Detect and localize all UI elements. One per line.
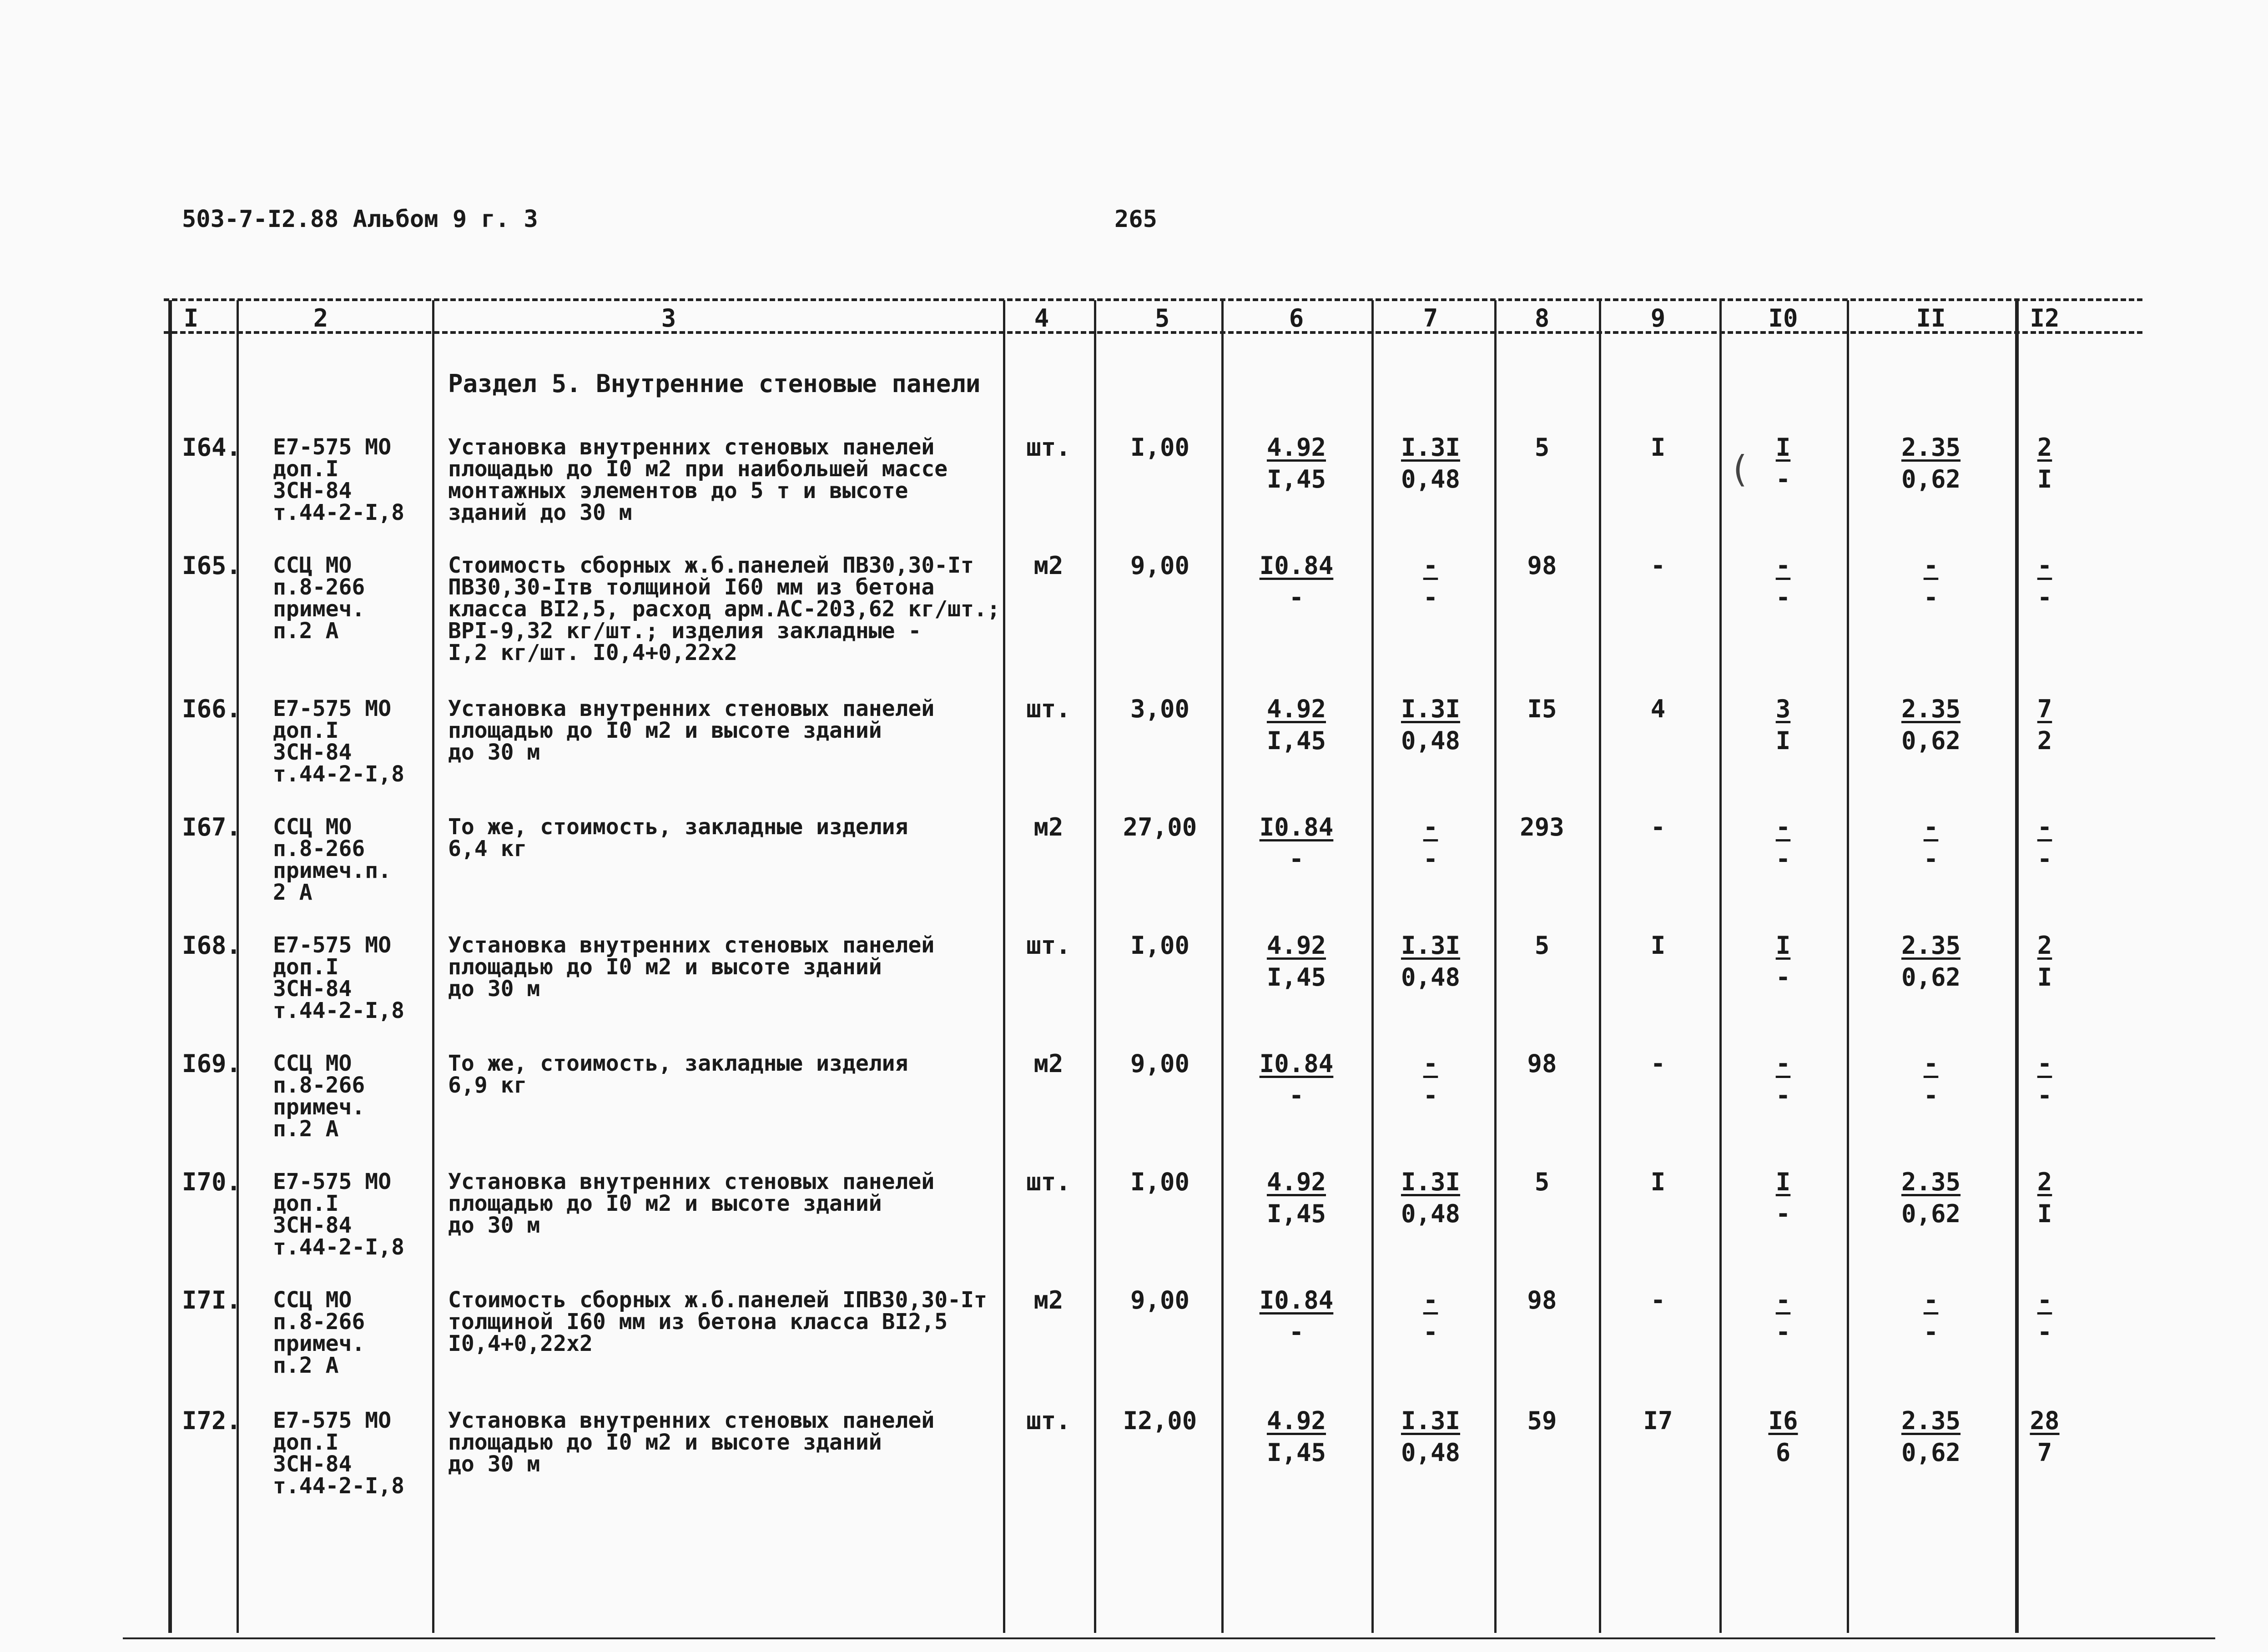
row-col7-top: -	[1423, 551, 1438, 580]
row-col8: 5	[1534, 433, 1550, 462]
row-col11	[1881, 693, 1981, 757]
row-col11-top: 2.35	[1901, 695, 1961, 723]
row-col10	[1733, 550, 1833, 614]
row-col12-bottom: 7	[2037, 1438, 2052, 1467]
row-col7-top: I.3I	[1401, 1406, 1461, 1435]
row-col7-bottom: 0,48	[1401, 726, 1461, 755]
row-col6	[1246, 1405, 1346, 1469]
row-quantity: I2,00	[1123, 1406, 1197, 1435]
row-col6-top: 4.92	[1266, 695, 1326, 723]
row-col6-bottom: I,45	[1266, 963, 1326, 992]
row-col12	[1995, 930, 2095, 993]
row-col6-bottom: I,45	[1266, 1199, 1326, 1228]
row-code: Е7-575 МО доп.I ЗСН-84 т.44-2-I,8	[273, 1169, 404, 1260]
column-header-3: 3	[661, 304, 676, 332]
column-header-4: 4	[1034, 304, 1049, 332]
row-quantity: I,00	[1130, 931, 1190, 960]
row-col11-bottom: 0,62	[1901, 1438, 1961, 1467]
row-col6	[1246, 693, 1346, 757]
row-quantity: 9,00	[1130, 551, 1190, 580]
row-col11	[1881, 432, 1981, 495]
row-col10	[1733, 693, 1833, 757]
row-col11	[1881, 1166, 1981, 1230]
row-unit: шт.	[1026, 931, 1071, 960]
row-col10-bottom: -	[1775, 583, 1791, 612]
row-col7-bottom: 0,48	[1401, 1438, 1461, 1467]
row-col11	[1881, 1048, 1981, 1112]
row-col11-top: -	[1923, 813, 1939, 841]
row-col7-bottom: -	[1423, 1081, 1438, 1110]
row-description: Установка внутренних стеновых панелей площадью до I0 м2 при наибольшей массе монтажных элементов до 5 т и высоте зданий до 30 м	[448, 434, 948, 525]
row-col12-bottom: -	[2037, 1318, 2052, 1346]
row-col12	[1995, 550, 2095, 614]
row-number: I66.	[182, 695, 242, 723]
column-divider	[432, 300, 434, 1633]
row-col10	[1733, 1284, 1833, 1348]
row-quantity: 9,00	[1130, 1049, 1190, 1078]
row-col8: 5	[1534, 931, 1550, 960]
row-col10-top: -	[1775, 1049, 1791, 1078]
row-col7-top: I.3I	[1401, 931, 1461, 960]
column-header-1: I	[183, 304, 199, 332]
row-description: Стоимость сборных ж.б.панелей IПВ30,30-Iт толщиной I60 мм из бетона класса ВI2,5 I0,4+0,22х2	[448, 1287, 987, 1356]
row-col8: 98	[1527, 551, 1557, 580]
column-divider	[1599, 300, 1601, 1633]
row-quantity: 3,00	[1130, 695, 1190, 723]
row-unit: шт.	[1026, 1168, 1071, 1196]
row-col10-bottom: 6	[1775, 1438, 1791, 1467]
section-title: Раздел 5. Внутренние стеновые панели	[448, 369, 981, 398]
row-col9: I	[1650, 433, 1666, 462]
row-col6-top: I0.84	[1259, 551, 1334, 580]
row-col6	[1246, 1048, 1346, 1112]
row-col7	[1381, 1048, 1481, 1112]
page-number: 265	[1114, 206, 1157, 233]
row-col7-bottom: 0,48	[1401, 465, 1461, 494]
row-col12	[1995, 1048, 2095, 1112]
row-code: ССЦ МО п.8-266 примеч. п.2 А	[273, 1287, 365, 1378]
row-col11	[1881, 930, 1981, 993]
row-col11-bottom: -	[1923, 845, 1939, 873]
header-top-rule	[164, 298, 2142, 301]
row-col7	[1381, 1405, 1481, 1469]
row-col10-bottom: -	[1775, 1199, 1791, 1228]
page-bottom-rule	[123, 1637, 2215, 1639]
row-col10-top: -	[1775, 813, 1791, 841]
row-col9: -	[1650, 1286, 1666, 1315]
column-header-10: I0	[1768, 304, 1798, 332]
row-col7	[1381, 1284, 1481, 1348]
row-quantity: I,00	[1130, 1168, 1190, 1196]
row-col6-top: 4.92	[1266, 1168, 1326, 1196]
row-col11-top: 2.35	[1901, 433, 1961, 462]
row-col7-bottom: -	[1423, 845, 1438, 873]
row-col7-top: -	[1423, 1286, 1438, 1315]
row-col9: -	[1650, 1049, 1666, 1078]
row-col7	[1381, 550, 1481, 614]
row-col12-bottom: 2	[2037, 726, 2052, 755]
column-divider	[1371, 300, 1374, 1633]
handwritten-mark: (	[1729, 448, 1751, 490]
row-description: Установка внутренних стеновых панелей площадью до I0 м2 и высоте зданий до 30 м	[448, 1169, 935, 1238]
row-col7	[1381, 693, 1481, 757]
row-quantity: 27,00	[1123, 813, 1197, 841]
row-code: ССЦ МО п.8-266 примеч. п.2 А	[273, 1051, 365, 1142]
row-code: ССЦ МО п.8-266 примеч.п. 2 А	[273, 814, 392, 905]
column-divider	[1719, 300, 1722, 1633]
column-header-12: I2	[2030, 304, 2060, 332]
row-col7-top: I.3I	[1401, 433, 1461, 462]
row-col9: -	[1650, 551, 1666, 580]
row-col6	[1246, 1166, 1346, 1230]
row-col7-bottom: 0,48	[1401, 1199, 1461, 1228]
row-description: Стоимость сборных ж.б.панелей ПВ30,30-Iт ПВ30,30-Iтв толщиной I60 мм из бетона класса ВI2,5, расход арм.АС-203,62 кг/шт.; ВРI-9,32 кг/шт.; изделия закладные - I,2 кг/шт. I0,4+0,22х2	[448, 553, 1000, 665]
row-unit: шт.	[1026, 695, 1071, 723]
row-number: I72.	[182, 1406, 242, 1435]
row-col11-top: 2.35	[1901, 931, 1961, 960]
row-col6-bottom: I,45	[1266, 726, 1326, 755]
row-col12-top: 2	[2037, 931, 2052, 960]
column-divider	[1003, 300, 1005, 1633]
row-col7-bottom: -	[1423, 1318, 1438, 1346]
row-col9: I	[1650, 931, 1666, 960]
row-number: I68.	[182, 931, 242, 960]
row-col10-top: I	[1775, 931, 1791, 960]
row-col11-bottom: -	[1923, 1318, 1939, 1346]
row-col12-bottom: I	[2037, 465, 2052, 494]
row-col7-bottom: 0,48	[1401, 963, 1461, 992]
row-col8: 5	[1534, 1168, 1550, 1196]
row-col6-top: I0.84	[1259, 813, 1334, 841]
row-col8: 98	[1527, 1286, 1557, 1315]
row-col9: -	[1650, 813, 1666, 841]
row-col12-bottom: -	[2037, 845, 2052, 873]
row-col7	[1381, 930, 1481, 993]
row-col11-top: -	[1923, 1286, 1939, 1315]
row-col10	[1733, 1048, 1833, 1112]
row-col9: I	[1650, 1168, 1666, 1196]
row-description: Установка внутренних стеновых панелей площадью до I0 м2 и высоте зданий до 30 м	[448, 1408, 935, 1477]
row-code: Е7-575 МО доп.I ЗСН-84 т.44-2-I,8	[273, 1408, 404, 1499]
row-col7	[1381, 811, 1481, 875]
row-col12	[1995, 1405, 2095, 1469]
row-col6-bottom: -	[1289, 583, 1304, 612]
row-col10-bottom: I	[1775, 726, 1791, 755]
row-number: I69.	[182, 1049, 242, 1078]
row-col12	[1995, 811, 2095, 875]
row-col10-bottom: -	[1775, 1318, 1791, 1346]
column-divider	[1847, 300, 1849, 1633]
row-col7	[1381, 432, 1481, 495]
row-unit: м2	[1033, 1286, 1063, 1315]
row-col11-top: -	[1923, 1049, 1939, 1078]
row-col6-top: 4.92	[1266, 931, 1326, 960]
row-number: I67.	[182, 813, 242, 841]
row-col6-bottom: -	[1289, 1318, 1304, 1346]
row-col12-top: -	[2037, 1049, 2052, 1078]
row-col12-top: 2	[2037, 1168, 2052, 1196]
row-col11-top: 2.35	[1901, 1168, 1961, 1196]
row-col12-top: 7	[2037, 695, 2052, 723]
row-col12-top: 2	[2037, 433, 2052, 462]
column-divider	[168, 300, 172, 1633]
row-col10-top: -	[1775, 551, 1791, 580]
row-col7	[1381, 1166, 1481, 1230]
row-col11-bottom: 0,62	[1901, 465, 1961, 494]
row-col11-bottom: 0,62	[1901, 726, 1961, 755]
row-col6-top: 4.92	[1266, 433, 1326, 462]
row-col11-bottom: -	[1923, 583, 1939, 612]
row-col7-top: I.3I	[1401, 1168, 1461, 1196]
row-number: I7I.	[182, 1286, 242, 1315]
row-col6-top: 4.92	[1266, 1406, 1326, 1435]
column-header-2: 2	[313, 304, 328, 332]
row-col12-top: -	[2037, 551, 2052, 580]
column-divider	[1094, 300, 1096, 1633]
row-col8: 98	[1527, 1049, 1557, 1078]
row-col12	[1995, 1166, 2095, 1230]
column-header-5: 5	[1154, 304, 1170, 332]
row-col11	[1881, 1405, 1981, 1469]
row-col12-bottom: I	[2037, 963, 2052, 992]
row-col6	[1246, 1284, 1346, 1348]
row-quantity: 9,00	[1130, 1286, 1190, 1315]
row-code: Е7-575 МО доп.I ЗСН-84 т.44-2-I,8	[273, 434, 404, 525]
row-col11-bottom: 0,62	[1901, 963, 1961, 992]
row-description: Установка внутренних стеновых панелей площадью до I0 м2 и высоте зданий до 30 м	[448, 932, 935, 1002]
row-col11-bottom: 0,62	[1901, 1199, 1961, 1228]
row-col11	[1881, 550, 1981, 614]
row-col10	[1733, 811, 1833, 875]
row-col10-top: 3	[1775, 695, 1791, 723]
row-description: То же, стоимость, закладные изделия 6,9 кг	[448, 1051, 908, 1098]
column-header-9: 9	[1650, 304, 1666, 332]
row-col12-bottom: -	[2037, 1081, 2052, 1110]
row-code: Е7-575 МО доп.I ЗСН-84 т.44-2-I,8	[273, 696, 404, 787]
row-unit: шт.	[1026, 1406, 1071, 1435]
row-col11-bottom: -	[1923, 1081, 1939, 1110]
row-unit: м2	[1033, 551, 1063, 580]
column-header-6: 6	[1289, 304, 1304, 332]
row-col6-bottom: -	[1289, 845, 1304, 873]
row-col11-top: -	[1923, 551, 1939, 580]
row-col6	[1246, 811, 1346, 875]
row-col10	[1733, 1166, 1833, 1230]
row-col9: I7	[1643, 1406, 1673, 1435]
row-col12-top: -	[2037, 813, 2052, 841]
column-header-8: 8	[1534, 304, 1550, 332]
row-code: ССЦ МО п.8-266 примеч. п.2 А	[273, 553, 365, 644]
row-col10-top: -	[1775, 1286, 1791, 1315]
row-description: То же, стоимость, закладные изделия 6,4 кг	[448, 814, 908, 861]
row-col12-bottom: -	[2037, 583, 2052, 612]
document-code: 503-7-I2.88 Альбом 9 г. 3	[182, 206, 538, 233]
row-col6-top: I0.84	[1259, 1049, 1334, 1078]
row-col10-top: I	[1775, 433, 1791, 462]
row-col7-top: -	[1423, 1049, 1438, 1078]
row-col12-top: -	[2037, 1286, 2052, 1315]
row-col12	[1995, 1284, 2095, 1348]
row-col7-top: I.3I	[1401, 695, 1461, 723]
row-col9: 4	[1650, 695, 1666, 723]
row-col6	[1246, 550, 1346, 614]
row-col8: 293	[1520, 813, 1564, 841]
row-number: I70.	[182, 1168, 242, 1196]
row-col10-top: I	[1775, 1168, 1791, 1196]
row-col6	[1246, 930, 1346, 993]
row-col10-bottom: -	[1775, 465, 1791, 494]
row-col10	[1733, 1405, 1833, 1469]
row-unit: шт.	[1026, 433, 1071, 462]
row-col6-bottom: I,45	[1266, 1438, 1326, 1467]
row-col6-bottom: I,45	[1266, 465, 1326, 494]
row-col11-top: 2.35	[1901, 1406, 1961, 1435]
row-col12	[1995, 693, 2095, 757]
row-col10-top: I6	[1768, 1406, 1798, 1435]
row-quantity: I,00	[1130, 433, 1190, 462]
row-col6	[1246, 432, 1346, 495]
column-header-7: 7	[1423, 304, 1438, 332]
row-number: I65.	[182, 551, 242, 580]
row-col12-bottom: I	[2037, 1199, 2052, 1228]
row-col11	[1881, 811, 1981, 875]
row-col6-top: I0.84	[1259, 1286, 1334, 1315]
row-unit: м2	[1033, 1049, 1063, 1078]
column-header-11: II	[1916, 304, 1946, 332]
row-col10-bottom: -	[1775, 1081, 1791, 1110]
row-col8: I5	[1527, 695, 1557, 723]
row-col10	[1733, 930, 1833, 993]
row-col11	[1881, 1284, 1981, 1348]
row-col7-bottom: -	[1423, 583, 1438, 612]
row-col12-top: 28	[2030, 1406, 2060, 1435]
row-unit: м2	[1033, 813, 1063, 841]
row-description: Установка внутренних стеновых панелей площадью до I0 м2 и высоте зданий до 30 м	[448, 696, 935, 765]
row-col7-top: -	[1423, 813, 1438, 841]
column-divider	[1221, 300, 1224, 1633]
row-col10-bottom: -	[1775, 845, 1791, 873]
row-col6-bottom: -	[1289, 1081, 1304, 1110]
row-col10-bottom: -	[1775, 963, 1791, 992]
row-col12	[1995, 432, 2095, 495]
row-number: I64.	[182, 433, 242, 462]
row-col8: 59	[1527, 1406, 1557, 1435]
row-code: Е7-575 МО доп.I ЗСН-84 т.44-2-I,8	[273, 932, 404, 1023]
